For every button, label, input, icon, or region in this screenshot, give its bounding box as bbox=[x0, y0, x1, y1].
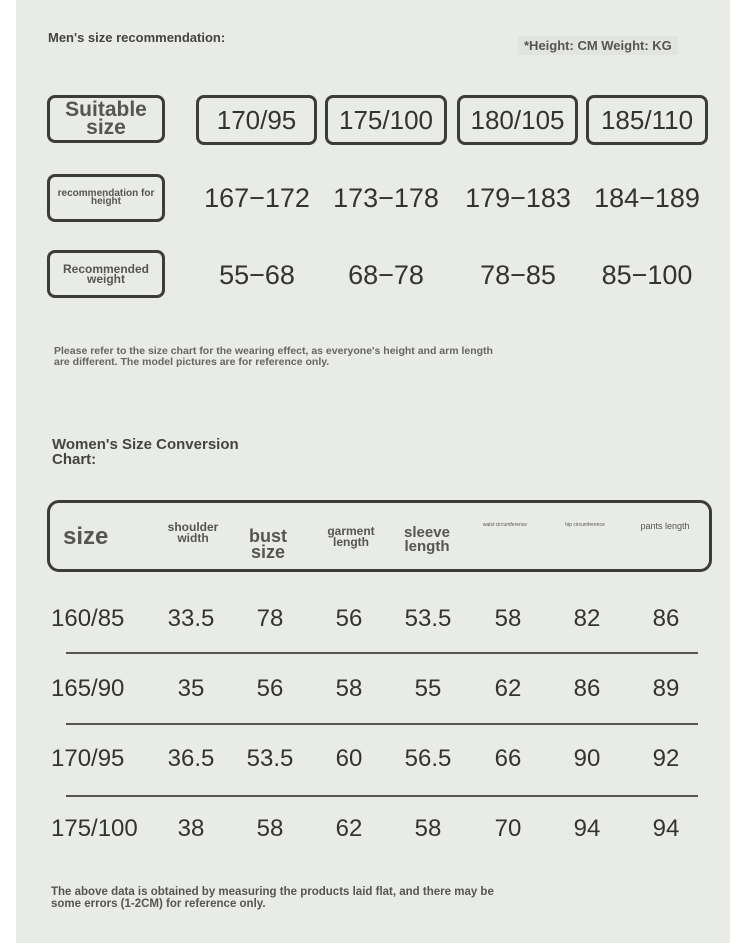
table-cell-pants: 94 bbox=[652, 815, 680, 842]
row-divider bbox=[66, 652, 698, 654]
men-weight-value: 55−68 bbox=[219, 260, 295, 290]
men-height-value: 167−172 bbox=[204, 183, 310, 213]
label-recommended-height: recommendation for height bbox=[47, 174, 165, 222]
row-divider bbox=[66, 723, 698, 725]
table-cell-bust: 56 bbox=[256, 675, 284, 702]
men-height-value: 179−183 bbox=[465, 183, 571, 213]
table-cell-bust: 53.5 bbox=[246, 745, 294, 772]
table-cell-hip: 82 bbox=[573, 605, 601, 632]
header-shoulder-width: shoulder width bbox=[167, 520, 219, 545]
table-cell-hip: 86 bbox=[573, 675, 601, 702]
table-row-size: 160/85 bbox=[51, 605, 125, 632]
table-cell-sleeve: 53.5 bbox=[404, 605, 452, 632]
header-size: size bbox=[63, 523, 109, 550]
men-height-value: 173−178 bbox=[333, 183, 439, 213]
table-cell-shoulder: 35 bbox=[177, 675, 205, 702]
table-cell-pants: 89 bbox=[652, 675, 680, 702]
header-sleeve-length: sleeve length bbox=[404, 524, 450, 555]
table-row-size: 175/100 bbox=[51, 815, 138, 842]
header-pants-length: pants length bbox=[640, 521, 690, 531]
table-cell-waist: 66 bbox=[494, 745, 522, 772]
table-cell-hip: 90 bbox=[573, 745, 601, 772]
table-row-size: 170/95 bbox=[51, 745, 125, 772]
table-cell-garment: 56 bbox=[335, 605, 363, 632]
men-weight-value: 68−78 bbox=[348, 260, 424, 290]
table-cell-waist: 58 bbox=[494, 605, 522, 632]
table-cell-sleeve: 58 bbox=[414, 815, 442, 842]
table-cell-waist: 62 bbox=[494, 675, 522, 702]
men-size-note: Please refer to the size chart for the wearing effect, as everyone's height and arm length are different. The model pictures are for reference only. bbox=[54, 345, 493, 368]
label-recommended-weight: Recommended weight bbox=[47, 250, 165, 298]
row-divider bbox=[66, 795, 698, 797]
men-weight-value: 85−100 bbox=[601, 260, 693, 290]
header-hip-circumference: hip circumference bbox=[565, 522, 605, 528]
header-waist-circumference: waist circumference bbox=[482, 522, 528, 528]
table-cell-shoulder: 38 bbox=[177, 815, 205, 842]
table-cell-garment: 58 bbox=[335, 675, 363, 702]
men-weight-value: 78−85 bbox=[480, 260, 556, 290]
table-cell-waist: 70 bbox=[494, 815, 522, 842]
table-cell-sleeve: 56.5 bbox=[404, 745, 452, 772]
men-size-box: 180/105 bbox=[457, 95, 578, 145]
table-cell-bust: 58 bbox=[256, 815, 284, 842]
table-cell-hip: 94 bbox=[573, 815, 601, 842]
men-size-box: 185/110 bbox=[586, 95, 708, 145]
table-cell-sleeve: 55 bbox=[414, 675, 442, 702]
table-row-size: 165/90 bbox=[51, 675, 125, 702]
men-section-title: Men's size recommendation: bbox=[48, 30, 226, 45]
table-cell-garment: 62 bbox=[335, 815, 363, 842]
women-section-title: Women's Size Conversion Chart: bbox=[52, 436, 239, 468]
table-cell-garment: 60 bbox=[335, 745, 363, 772]
men-size-box: 175/100 bbox=[325, 95, 447, 145]
label-suitable-size: Suitable size bbox=[47, 95, 165, 143]
table-cell-pants: 86 bbox=[652, 605, 680, 632]
unit-note: *Height: CM Weight: KG bbox=[518, 36, 678, 55]
table-cell-bust: 78 bbox=[256, 605, 284, 632]
header-garment-length: garment length bbox=[327, 524, 375, 549]
men-height-value: 184−189 bbox=[594, 183, 700, 213]
men-size-box: 170/95 bbox=[196, 95, 317, 145]
table-cell-shoulder: 36.5 bbox=[167, 745, 215, 772]
measurement-note: The above data is obtained by measuring the products laid flat, and there may be some errors (1-2CM) for reference only. bbox=[51, 886, 494, 910]
header-bust-size: bust size bbox=[249, 526, 287, 563]
table-cell-pants: 92 bbox=[652, 745, 680, 772]
table-cell-shoulder: 33.5 bbox=[167, 605, 215, 632]
